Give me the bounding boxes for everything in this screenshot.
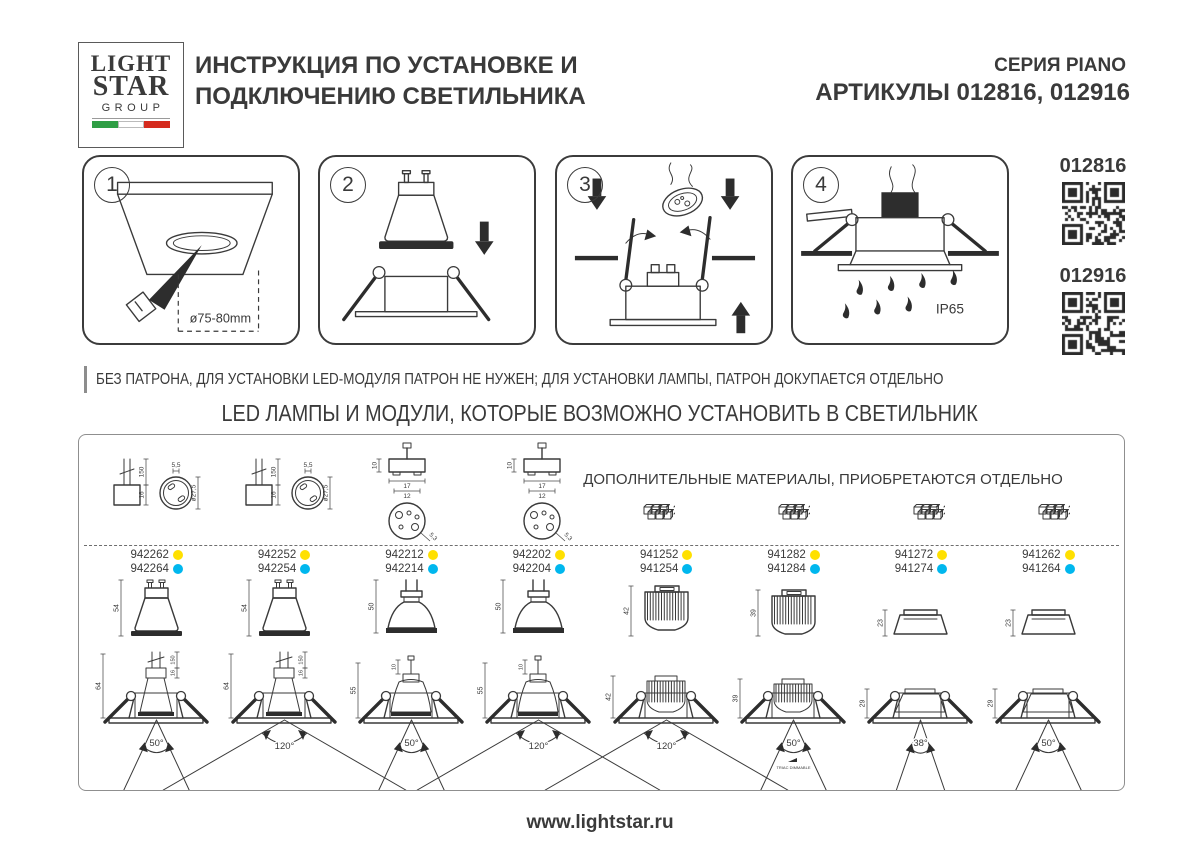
page-title [195,50,586,112]
article-number: 942212 [385,548,424,561]
junction-box-drawing [881,192,918,217]
step-box-1 [82,155,300,345]
up-arrow-icon [732,302,751,333]
gu10-lamp-diagram [221,578,348,790]
lamp-article-row [258,562,310,575]
svg-text:16: 16 [298,669,305,677]
svg-text:10: 10 [371,461,379,470]
svg-text:50°: 50° [1041,738,1056,749]
lamp-column [603,548,730,791]
cool-color-dot-icon [555,564,565,574]
articles-label: АРТИКУЛЫ 012816, 012916 [815,79,1130,106]
article-number: 942254 [257,562,297,575]
lamp-column [857,548,984,791]
footer-url: www.lightstar.ru [526,812,674,833]
svg-text:42: 42 [605,693,613,701]
qr-article-label: 012916 [1059,265,1127,287]
down-arrow-right-icon [721,179,740,210]
step-box-2 [318,155,536,345]
article-number: 941264 [1022,562,1061,575]
svg-text:5,3: 5,3 [427,532,438,543]
led-module-finned-diagram [730,578,857,790]
svg-text:16: 16 [270,491,278,499]
svg-text:64: 64 [95,682,103,690]
ceiling-edge-left [575,256,618,260]
lamp-top-view [114,580,183,636]
lamp-columns [93,548,1112,791]
logo-word-group: GROUP [101,102,165,114]
mr16-lamp-diagram [348,578,475,790]
lamp-column [475,548,602,791]
svg-text:55: 55 [477,686,485,695]
svg-text:150: 150 [138,466,146,478]
lamp-article-row [258,548,310,561]
lamp-article-row [513,548,565,561]
hole-dimension-marks [178,271,258,332]
svg-text:12: 12 [403,493,411,500]
lamp-article-row [131,548,183,561]
lamp-article-row [131,562,183,575]
lamp-face-drawing [659,183,706,221]
lamp-article-row [767,562,819,575]
hole-diameter-label: ø75-80mm [189,310,252,326]
lamp-article-row [385,562,437,575]
article-number: 942262 [130,548,169,561]
installed-fixture-view [860,689,972,790]
article-number: 942252 [257,548,297,561]
svg-text:150: 150 [270,466,278,478]
lamp-articles [1022,548,1074,578]
flag-red [144,121,170,128]
lamp-article-row [385,548,437,561]
step-number-4: 4 [803,167,839,203]
fixture-body-drawing [801,209,999,270]
warm-color-dot-icon [937,550,947,560]
article-number: 941254 [640,562,679,575]
gu10-lamp-diagram [93,578,220,790]
terminal-block-icon [772,499,810,525]
svg-text:5,5: 5,5 [171,462,181,469]
mr16-socket-diagram [351,441,461,545]
additional-materials-label [534,471,1112,488]
svg-text:50°: 50° [149,738,164,749]
lamp-articles [640,548,692,578]
svg-text:10: 10 [518,663,525,671]
lamp-articles [513,548,565,578]
lamp-top-view [751,590,816,636]
lamp-column [93,548,220,791]
cool-color-dot-icon [1065,564,1075,574]
svg-text:54: 54 [113,604,121,612]
terminal-block-icon [907,499,945,525]
section-title [0,400,1200,427]
title-line-1: ИНСТРУКЦИЯ ПО УСТАНОВКЕ И [195,52,578,79]
svg-text:10: 10 [391,663,398,671]
note-text-content: БЕЗ ПАТРОНА, ДЛЯ УСТАНОВКИ LED-МОДУЛЯ ПАТРОН НЕ НУЖЕН; ДЛЯ УСТАНОВКИ ЛАМПЫ, ПАТРОН ДОКУПАЕТСЯ ОТДЕЛЬНО [96,371,944,388]
lightstar-logo [78,42,184,148]
ceiling-edge-right [712,256,755,260]
svg-text:39: 39 [732,694,740,703]
dashed-separator [84,545,1119,546]
article-number: 941274 [894,562,934,575]
svg-text:64: 64 [223,682,231,690]
svg-text:10: 10 [506,461,514,470]
article-number: 941282 [767,548,806,561]
lamp-column [348,548,475,791]
compatibility-box [78,434,1125,791]
svg-text:29: 29 [859,699,867,708]
svg-text:50: 50 [368,602,376,611]
installed-fixture-view [96,652,208,790]
svg-text:16: 16 [138,491,146,499]
qr-article-label: 012816 [1059,155,1127,177]
cool-color-dot-icon [173,564,183,574]
lamp-top-view [368,580,437,633]
mr16-lamp-diagram [475,578,602,790]
svg-text:38°: 38° [913,738,929,749]
qr-code-icon [1062,292,1125,355]
led-module-flat-diagram [857,578,984,790]
series-label: СЕРИЯ PIANO [994,55,1126,76]
qr-code-icon [1062,182,1125,245]
article-number: 941262 [1022,548,1061,561]
svg-text:39: 39 [750,609,758,617]
lamp-article-row [1022,548,1074,561]
step-box-3 [555,155,773,345]
terminal-block-icon [1032,499,1070,525]
lamp-articles [385,548,437,578]
lamp-article-row [513,562,565,575]
lamp-article-row [640,562,692,575]
title-line-2: ПОДКЛЮЧЕНИЮ СВЕТИЛЬНИКА [195,83,586,110]
logo-word-star: STAR [92,71,170,102]
svg-text:ø27,5: ø27,5 [322,484,330,502]
warm-color-dot-icon [1065,550,1075,560]
article-number: 942202 [512,548,551,561]
lamp-article-row [767,548,819,561]
spring-arms-drawing [620,218,710,291]
lamp-top-view [623,586,688,636]
led-module-finned-diagram [603,578,730,790]
gu10-socket-diagram [226,441,336,545]
svg-text:50°: 50° [404,738,419,749]
svg-text:17: 17 [538,483,546,490]
svg-text:50: 50 [495,602,503,611]
terminal-block-icon [637,499,675,525]
svg-text:ø27,5: ø27,5 [190,484,198,502]
article-number: 942214 [385,562,424,575]
lamp-article-row [895,562,947,575]
lamp-top-view [241,580,310,636]
note-text [96,371,1105,389]
installed-fixture-view [733,679,845,790]
article-number: 941284 [767,562,806,575]
ceiling-panel-drawing [118,182,273,274]
installed-fixture-view [987,689,1099,790]
svg-text:120°: 120° [274,741,294,752]
lamp-top-view [878,610,948,636]
svg-text:23: 23 [1005,619,1013,627]
svg-text:TRIAC DIMMABLE: TRIAC DIMMABLE [776,765,811,770]
svg-text:5,5: 5,5 [303,462,313,469]
svg-text:120°: 120° [528,741,549,752]
flag-green [92,121,118,128]
article-number: 942204 [512,562,551,575]
ip65-label: IP65 [935,301,965,317]
lamp-column [730,548,857,791]
led-module-flat-diagram [985,578,1112,790]
step-number-1: 1 [94,167,130,203]
article-number: 942264 [130,562,169,575]
logo-word-light: LIGHT [90,51,172,76]
mr16-socket-diagram [486,441,596,545]
installed-fixture-view [350,656,462,790]
cool-color-dot-icon [300,564,310,574]
svg-text:120°: 120° [656,741,677,752]
step-box-4 [791,155,1009,345]
wire-drawing [669,163,692,186]
svg-text:54: 54 [241,604,249,612]
gu10-socket-diagram [94,441,204,545]
svg-text:150: 150 [298,655,305,665]
italian-flag-icon [92,118,170,128]
svg-text:23: 23 [877,619,885,627]
gu10-lamp-drawing [379,171,453,249]
warm-color-dot-icon [555,550,565,560]
article-number: 941272 [894,548,934,561]
lamp-articles [258,548,310,578]
svg-text:150: 150 [170,655,177,665]
cool-color-dot-icon [810,564,820,574]
lamp-article-row [1022,562,1074,575]
svg-text:29: 29 [987,699,995,708]
note-accent-bar [84,366,87,393]
svg-text:17: 17 [403,483,411,490]
lamp-articles [131,548,183,578]
lamp-article-row [640,548,692,561]
warm-color-dot-icon [428,550,438,560]
down-arrow-icon [475,222,494,255]
warm-color-dot-icon [173,550,183,560]
warm-color-dot-icon [810,550,820,560]
flag-white [118,121,144,128]
step-number-3: 3 [567,167,603,203]
lamp-top-view [496,580,565,633]
warm-color-dot-icon [300,550,310,560]
lamp-column [220,548,347,791]
step-number-2: 2 [330,167,366,203]
lamp-top-view [1005,610,1075,636]
svg-text:42: 42 [623,607,631,615]
article-number: 941252 [640,548,679,561]
svg-text:12: 12 [538,493,546,500]
wire-drawing [889,165,915,192]
additional-materials-text: ДОПОЛНИТЕЛЬНЫЕ МАТЕРИАЛЫ, ПРИОБРЕТАЮТСЯ ОТДЕЛЬНО [583,471,1063,488]
svg-text:16: 16 [170,669,177,677]
lamp-column [985,548,1112,791]
svg-text:55: 55 [350,686,358,695]
lamp-articles [767,548,819,578]
section-title-content: LED ЛАМПЫ И МОДУЛИ, КОТОРЫЕ ВОЗМОЖНО УСТАНОВИТЬ В СВЕТИЛЬНИК [221,400,979,426]
svg-text:5,3: 5,3 [562,532,573,543]
lamp-article-row [895,548,947,561]
cool-color-dot-icon [682,564,692,574]
rotation-arrows-icon [626,226,710,244]
warm-color-dot-icon [682,550,692,560]
cool-color-dot-icon [937,564,947,574]
cool-color-dot-icon [428,564,438,574]
lamp-articles [895,548,947,578]
svg-text:50°: 50° [786,738,801,749]
fixture-frame-drawing [344,267,489,320]
